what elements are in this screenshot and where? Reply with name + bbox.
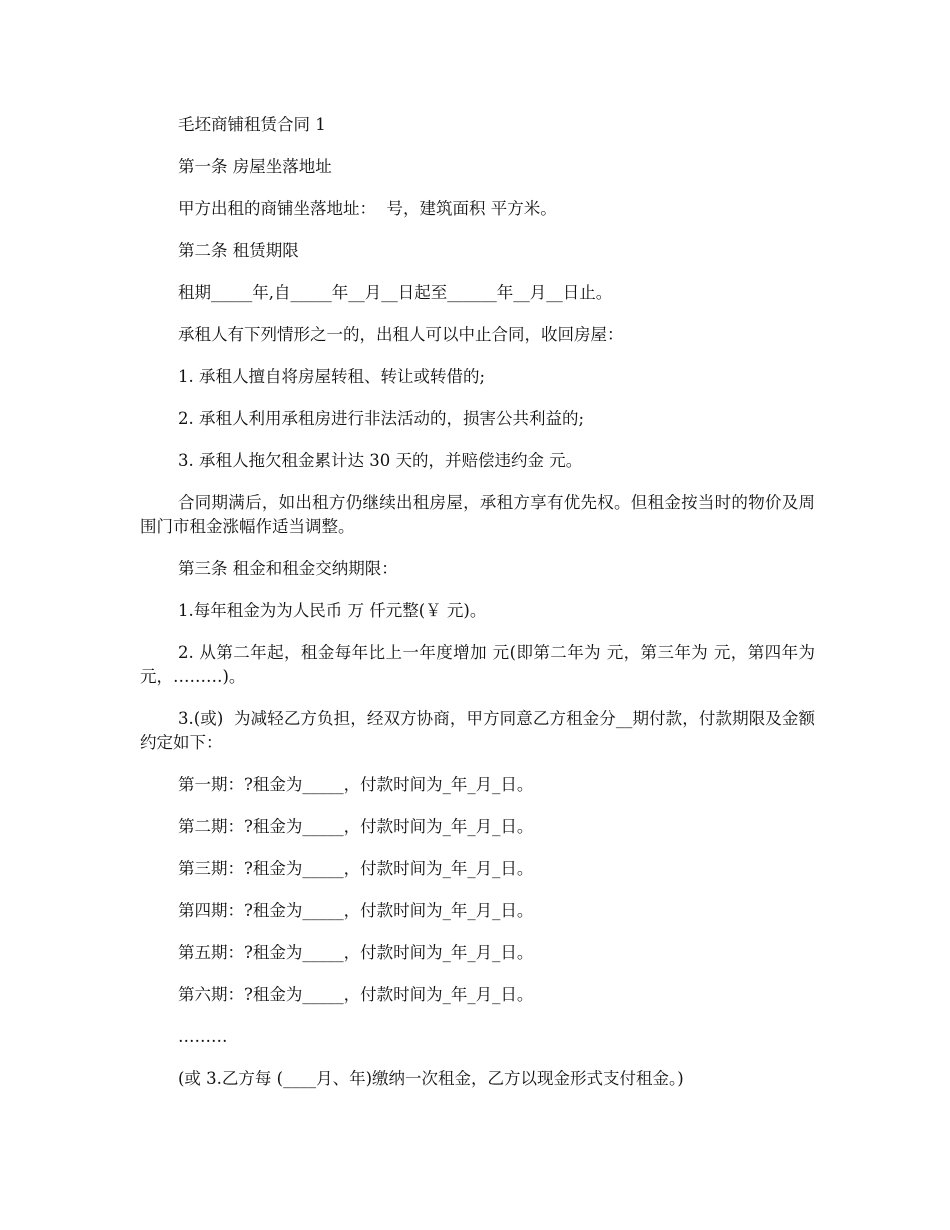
installment-period-2: 第二期：?租金为_____，付款时间为_年_月_日。 (178, 817, 534, 836)
document-title: 毛坯商铺租赁合同 1 (178, 115, 326, 134)
ellipsis-line: ……… (178, 1027, 228, 1046)
article-2-heading: 第二条 租赁期限 (178, 241, 299, 260)
installment-period-5: 第五期：?租金为_____，付款时间为_年_月_日。 (178, 943, 534, 962)
document-body (140, 113, 821, 1109)
condition-item-2: 2. 承租人利用承租房进行非法活动的，损害公共利益的; (178, 409, 585, 428)
condition-item-3: 3. 承租人拖欠租金累计达 30 天的，并赔偿违约金 元。 (178, 451, 583, 470)
shop-address-paragraph: 甲方出租的商铺坐落地址： 号，建筑面积 平方米。 (178, 199, 557, 218)
installment-period-4: 第四期：?租金为_____，付款时间为_年_月_日。 (178, 901, 534, 920)
installment-paragraph: 3.(或) 为减轻乙方负担，经双方协商，甲方同意乙方租金分__期付款，付款期限及金额约定如下： (140, 709, 815, 752)
alternative-payment-paragraph: (或 3.乙方每 (____月、年)缴纳一次租金，乙方以现金形式支付租金。) (178, 1069, 684, 1088)
condition-item-1: 1. 承租人擅自将房屋转租、转让或转借的; (178, 367, 486, 386)
installment-period-1: 第一期：?租金为_____，付款时间为_年_月_日。 (178, 775, 534, 794)
installment-period-6: 第六期：?租金为_____，付款时间为_年_月_日。 (178, 985, 534, 1004)
renewal-priority-paragraph: 合同期满后，如出租方仍继续出租房屋，承租方享有优先权。但租金按当时的物价及周围门市租金涨幅作适当调整。 (140, 493, 815, 536)
annual-rent-paragraph: 1.每年租金为为人民币 万 仟元整(￥ 元)。 (178, 601, 487, 620)
article-3-heading: 第三条 租金和租金交纳期限： (178, 559, 398, 578)
article-1-heading: 第一条 房屋坐落地址 (178, 157, 332, 176)
lease-term-paragraph: 租期_____年,自_____年__月__日起至______年__月__日止。 (178, 283, 613, 302)
rent-increase-paragraph: 2. 从第二年起，租金每年比上一年度增加 元(即第二年为 元，第三年为 元，第四年为 元，………)。 (140, 643, 821, 686)
termination-conditions-paragraph: 承租人有下列情形之一的，出租人可以中止合同，收回房屋： (178, 325, 624, 344)
installment-period-3: 第三期：?租金为_____，付款时间为_年_月_日。 (178, 859, 534, 878)
